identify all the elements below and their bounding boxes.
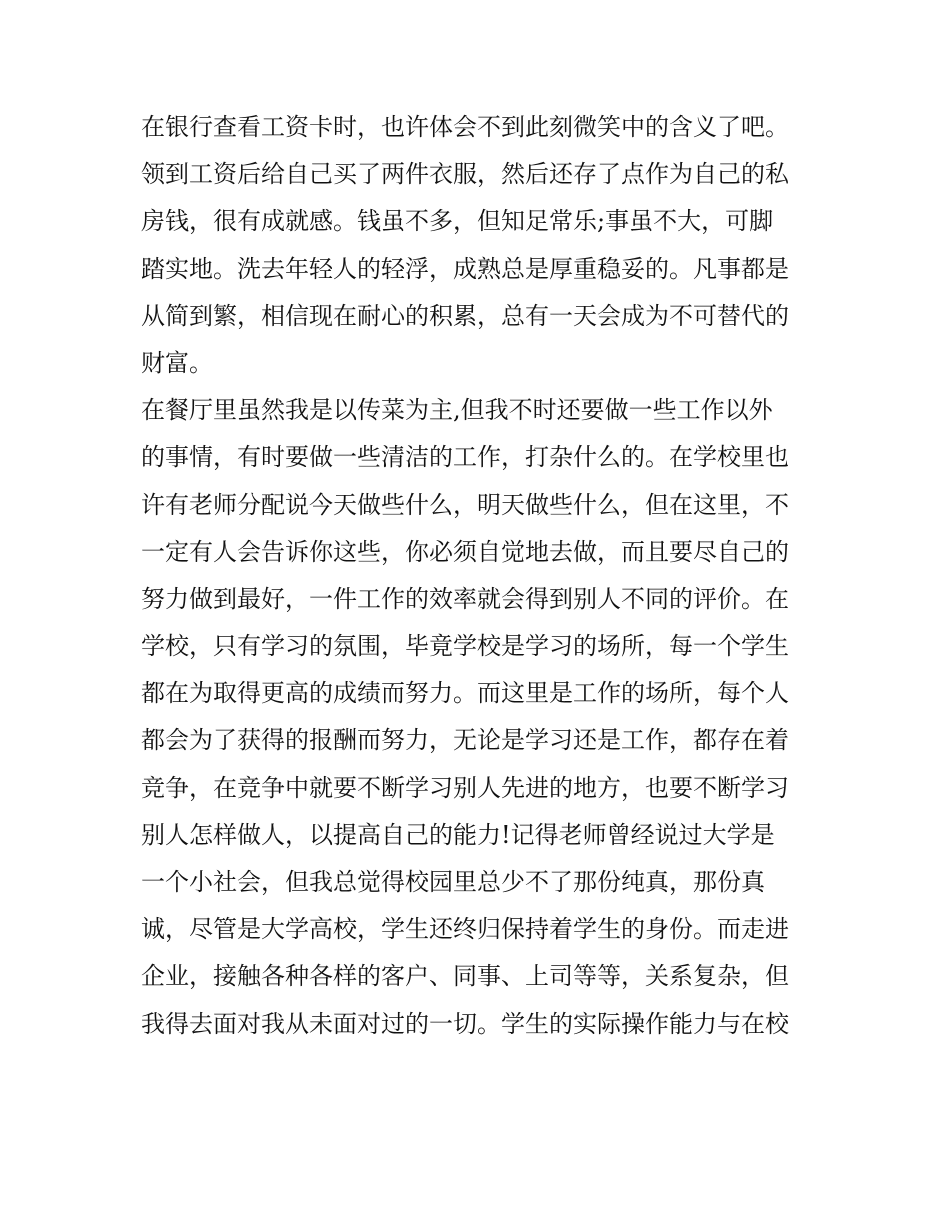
text-line: 在餐厅里虽然我是以传菜为主,但我不时还要做一些工作以外 — [141, 396, 773, 425]
text-line: 在银行查看工资卡时，也许体会不到此刻微笑中的含义了吧。 — [141, 113, 789, 141]
text-line: 努力做到最好，一件工作的效率就会得到别人不同的评价。在 — [141, 584, 789, 613]
text-line: 领到工资后给自己买了两件衣服，然后还存了点作为自己的私 — [141, 160, 789, 189]
text-line: 一个小社会，但我总觉得校园里总少不了那份纯真，那份真 — [141, 868, 765, 896]
text-line: 学校，只有学习的氛围，毕竟学校是学习的场所，每一个学生 — [141, 632, 789, 661]
body-text — [141, 104, 821, 1048]
text-line: 别人怎样做人，以提高自己的能力!记得老师曾经说过大学是 — [141, 820, 775, 849]
text-line: 财富。 — [141, 348, 213, 377]
text-line: 诚，尽管是大学高校，学生还终归保持着学生的身份。而走进 — [141, 915, 789, 944]
text-line: 都在为取得更高的成绩而努力。而这里是工作的场所，每个人 — [141, 679, 789, 708]
text-line: 踏实地。洗去年轻人的轻浮，成熟总是厚重稳妥的。凡事都是 — [141, 254, 789, 283]
text-line: 从简到繁，相信现在耐心的积累，总有一天会成为不可替代的 — [141, 301, 789, 330]
text-line: 我得去面对我从未面对过的一切。学生的实际操作能力与在校 — [141, 1009, 789, 1038]
text-line: 企业，接触各种各样的客户、同事、上司等等，关系复杂，但 — [141, 962, 789, 991]
text-line: 的事情，有时要做一些清洁的工作，打杂什么的。在学校里也 — [141, 443, 789, 472]
text-line: 都会为了获得的报酬而努力，无论是学习还是工作，都存在着 — [141, 726, 789, 755]
text-line: 一定有人会告诉你这些，你必须自觉地去做，而且要尽自己的 — [141, 537, 789, 566]
text-line: 许有老师分配说今天做些什么，明天做些什么，但在这里，不 — [141, 490, 789, 519]
text-line: 房钱，很有成就感。钱虽不多，但知足常乐;事虽不大，可脚 — [141, 207, 774, 236]
text-line: 竞争，在竞争中就要不断学习别人先进的地方，也要不断学习 — [141, 773, 789, 802]
